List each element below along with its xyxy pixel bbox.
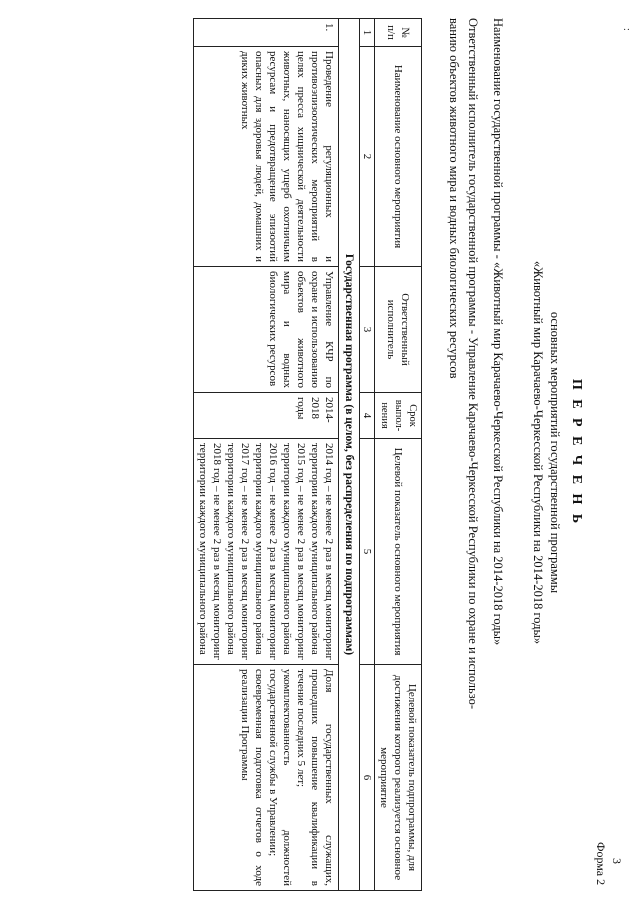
header-subprogram-indicator: Целевой показатель подпрограммы, для достижения которого реализуется основное мероприятие <box>375 665 422 891</box>
column-number-6: 6 <box>360 665 375 891</box>
header-period: Срок выпол-нения <box>375 393 422 439</box>
column-number-1: 1 <box>360 19 375 47</box>
program-name-line: Наименование государственной программы - «Животный мир Карачаево-Черкесской Республики на 2014-2018 годы» <box>491 18 505 646</box>
column-number-4: 4 <box>360 393 375 439</box>
form-label: Форма 2 <box>594 842 608 886</box>
row-subprogram-indicator: Доля государственных служащих, прошедших повышение квалификации в течение последних 5 лет; укомплектованность должностей государственной службы в Управлении; своевременная подготовка отчетов о ходе реализации Программы <box>194 665 339 891</box>
row-indicator: 2014 год – не менее 2 раз в месяц мониторинг территории каждого муниципального района 2015 год – не менее 2 раз в месяц мониторинг территории каждого муниципального района 2016 год – не менее 2 раз в месяц мониторинг территории каждого муниципального района 2017 год – не менее 2 раз в месяц мониторинг территории каждого муниципального района 2018 год – не менее 2 раз в месяц мониторинг территории каждого муниципального района <box>194 439 339 665</box>
column-number-row <box>360 19 375 891</box>
table-header-row <box>375 19 422 891</box>
document-title: П Е Р Е Ч Е Н Ь <box>569 378 584 527</box>
row-period: 2014-2018 годы <box>194 393 339 439</box>
column-number-2: 2 <box>360 47 375 267</box>
executor-line-1: Ответственный исполнитель государственной программы - Управление Карачаево-Черкесской Республики по охране и использо- <box>466 18 480 709</box>
row-number: 1. <box>194 19 339 47</box>
executor-line-2: ванию объектов животного мира и водных биологических ресурсов <box>447 18 461 379</box>
column-number-5: 5 <box>360 439 375 665</box>
document-subtitle-line1: основных мероприятий государственной программы <box>548 311 562 594</box>
page-number: 3 <box>610 858 624 864</box>
section-row <box>339 19 360 891</box>
row-measure-name: Проведение регуляционных и противоэпизоотических мероприятий в целях пресса хищнической деятельности животных, наносящих ущерб охотничьим ресурсам и предотвращение эпизоотий опасных для здоровья людей, домашних и диких животных <box>194 47 339 267</box>
section-heading: Государственная программа (в целом, без распределения по подпрограммам) <box>339 19 360 891</box>
table-row <box>194 19 339 891</box>
row-executor: Управление КЧР по охране и использованию объектов животного мира и водных биологических ресурсов <box>194 267 339 393</box>
header-indicator: Целевой показатель основного мероприятия <box>375 439 422 665</box>
measures-table <box>193 18 422 891</box>
document-subtitle-line2: «Животный мир Карачаево-Черкесской Республики на 2014-2018 годы» <box>531 260 545 645</box>
header-number: № п/п <box>375 19 422 47</box>
column-number-3: 3 <box>360 267 375 393</box>
header-executor: Ответственный исполнитель <box>375 267 422 393</box>
corner-marks: : <box>621 28 632 31</box>
header-measure-name: Наименование основного мероприятия <box>375 47 422 267</box>
